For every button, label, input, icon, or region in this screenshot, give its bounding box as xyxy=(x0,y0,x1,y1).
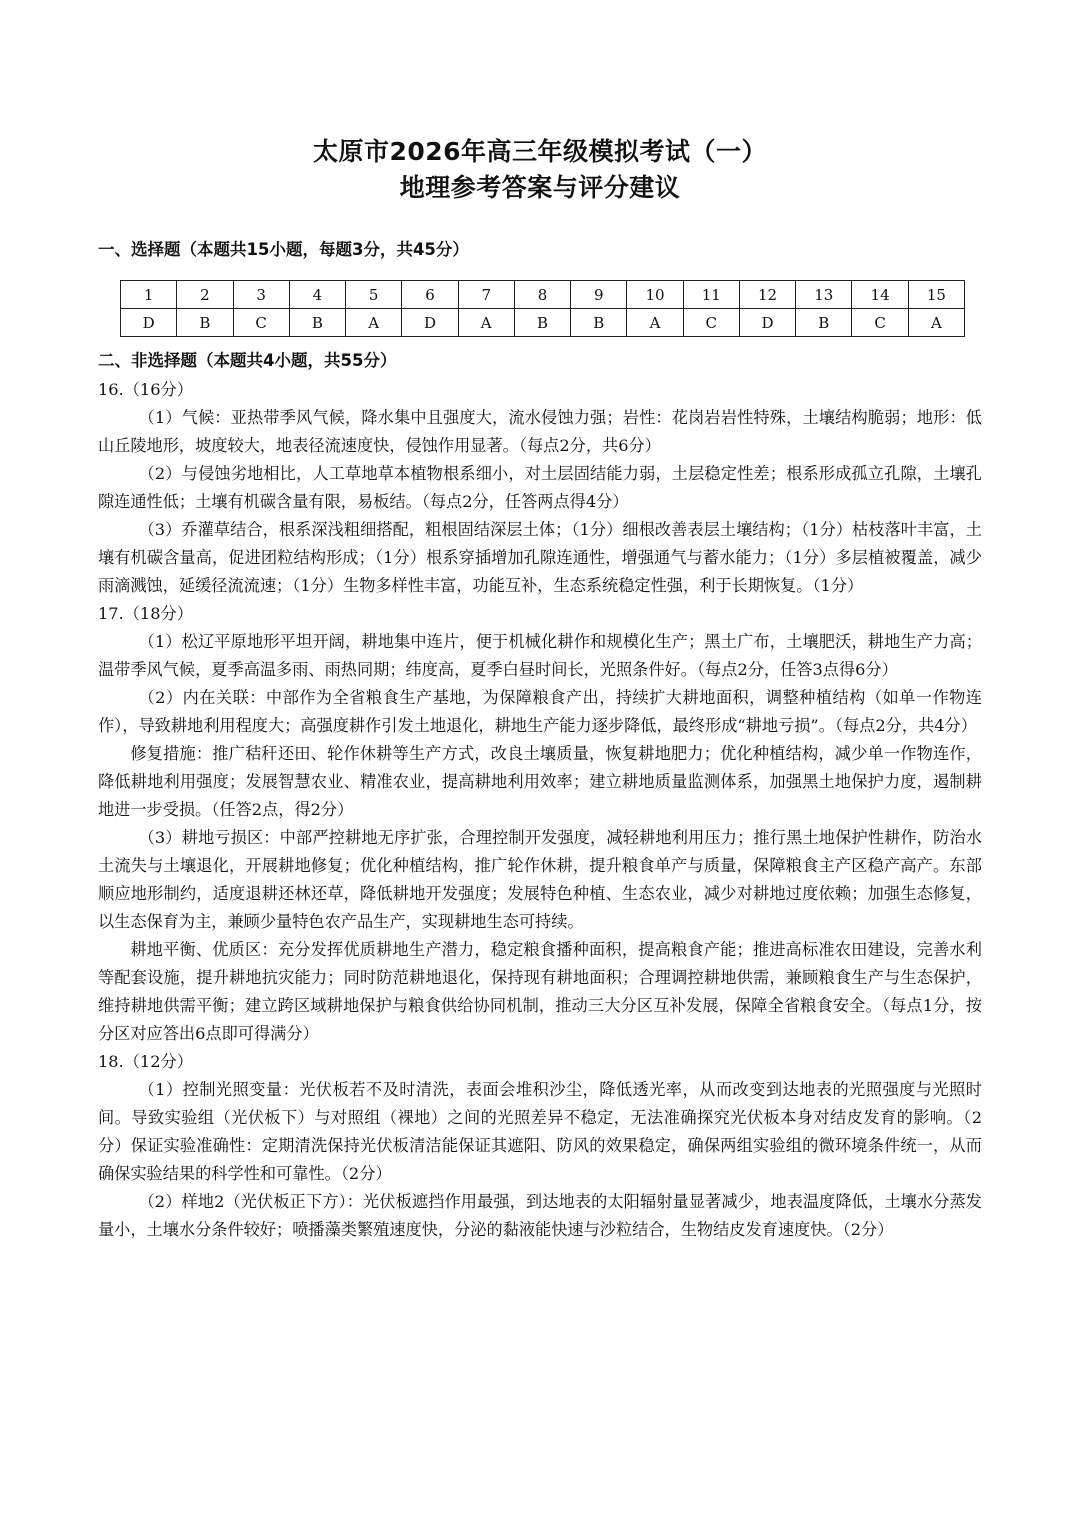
page-title: 太原市2026年高三年级模拟考试（一） xyxy=(312,137,768,166)
question-number: 4 xyxy=(289,281,345,309)
answer-paragraph: （2）与侵蚀劣地相比，人工草地草本植物根系细小，对土层固结能力弱，土层稳定性差；根系形成孤立孔隙，土壤孔隙连通性低；土壤有机碳含量有限，易板结。（每点2分，任答两点得4分） xyxy=(98,464,982,511)
answer-paragraph: （3）耕地亏损区：中部严控耕地无序扩张，合理控制开发强度，减轻耕地利用压力；推行黑土地保护性耕作，防治水土流失与土壤退化，开展耕地修复；优化种植结构，推广轮作休耕，提升粮食单产与质量，保障粮食主产区稳产高产。东部顺应地形制约，适度退耕还林还草，降低耕地开发强度；发展特色种植、生态农业，减少对耕地过度依赖；加强生态修复，以生态保育为主，兼顾少量特色农产品生产，实现耕地生态可持续。 xyxy=(98,828,982,931)
answer-cell: D xyxy=(402,309,458,337)
question-number: 13 xyxy=(796,281,852,309)
question-heading: 17.（18分） xyxy=(98,604,193,623)
answer-cell: B xyxy=(571,309,627,337)
question-number: 6 xyxy=(402,281,458,309)
question-number: 14 xyxy=(852,281,908,309)
question-heading: 16.（16分） xyxy=(98,380,193,399)
question-heading: 18.（12分） xyxy=(98,1052,193,1071)
answer-cell: A xyxy=(346,309,402,337)
section-2-heading: 二、非选择题（本题共4小题，共55分） xyxy=(98,351,397,370)
question-number: 15 xyxy=(908,281,964,309)
answer-paragraph: （1）控制光照变量：光伏板若不及时清洗，表面会堆积沙尘，降低透光率，从而改变到达地表的光照强度与光照时间。导致实验组（光伏板下）与对照组（裸地）之间的光照差异不稳定，无法准确探究光伏板本身对结皮发育的影响。（2分）保证实验准确性：定期清洗保持光伏板清洁能保证其遮阳、防风的效果稳定，确保两组实验组的微环境条件统一，从而确保实验结果的科学性和可靠性。（2分） xyxy=(98,1080,982,1183)
answer-cell: C xyxy=(683,309,739,337)
question-number: 10 xyxy=(627,281,683,309)
page-subtitle: 地理参考答案与评分建议 xyxy=(399,173,681,202)
section-2-body xyxy=(98,376,982,1244)
answer-table-answer-row xyxy=(121,309,965,337)
question-number: 1 xyxy=(121,281,177,309)
question-number: 8 xyxy=(514,281,570,309)
answer-paragraph: （2）样地2（光伏板正下方）：光伏板遮挡作用最强，到达地表的太阳辐射量显著减少，地表温度降低，土壤水分蒸发量小，土壤水分条件较好；喷播藻类繁殖速度快，分泌的黏液能快速与沙粒结合，生物结皮发育速度快。（2分） xyxy=(98,1192,982,1239)
question-number: 12 xyxy=(739,281,795,309)
answer-paragraph: （1）松辽平原地形平坦开阔，耕地集中连片，便于机械化耕作和规模化生产；黑土广布，土壤肥沃，耕地生产力高；温带季风气候，夏季高温多雨、雨热同期；纬度高，夏季白昼时间长，光照条件好。（每点2分，任答3点得6分） xyxy=(98,632,982,679)
answer-table xyxy=(120,280,965,337)
question-number: 7 xyxy=(458,281,514,309)
answer-cell: B xyxy=(289,309,345,337)
answer-cell: A xyxy=(908,309,964,337)
answer-cell: C xyxy=(233,309,289,337)
answer-paragraph: （1）气候：亚热带季风气候，降水集中且强度大，流水侵蚀力强；岩性：花岗岩岩性特殊，土壤结构脆弱；地形：低山丘陵地形，坡度较大，地表径流速度快，侵蚀作用显著。（每点2分，共6分） xyxy=(98,408,982,455)
question-number: 11 xyxy=(683,281,739,309)
answer-paragraph: 修复措施：推广秸秆还田、轮作休耕等生产方式，改良土壤质量，恢复耕地肥力；优化种植结构，减少单一作物连作，降低耕地利用强度；发展智慧农业、精准农业，提高耕地利用效率；建立耕地质量监测体系，加强黑土地保护力度，遏制耕地进一步受损。（任答2点，得2分） xyxy=(98,744,982,819)
answer-cell: D xyxy=(121,309,177,337)
answer-cell: B xyxy=(514,309,570,337)
answer-cell: B xyxy=(796,309,852,337)
answer-paragraph: （3）乔灌草结合，根系深浅粗细搭配，粗根固结深层土体；（1分）细根改善表层土壤结构；（1分）枯枝落叶丰富，土壤有机碳含量高，促进团粒结构形成；（1分）根系穿插增加孔隙连通性，增强通气与蓄水能力；（1分）多层植被覆盖，减少雨滴溅蚀，延缓径流流速；（1分）生物多样性丰富，功能互补，生态系统稳定性强，利于长期恢复。（1分） xyxy=(98,520,982,595)
question-number: 3 xyxy=(233,281,289,309)
answer-paragraph: 耕地平衡、优质区：充分发挥优质耕地生产潜力，稳定粮食播种面积，提高粮食产能；推进高标准农田建设，完善水利等配套设施，提升耕地抗灾能力；同时防范耕地退化，保持现有耕地面积；合理调控耕地供需，兼顾粮食生产与生态保护，维持耕地供需平衡；建立跨区域耕地保护与粮食供给协同机制，推动三大分区互补发展，保障全省粮食安全。（每点1分，按分区对应答出6点即可得满分） xyxy=(98,940,982,1043)
answer-cell: C xyxy=(852,309,908,337)
question-number: 5 xyxy=(346,281,402,309)
answer-cell: B xyxy=(177,309,233,337)
section-1-heading: 一、选择题（本题共15小题，每题3分，共45分） xyxy=(98,240,469,259)
question-number: 2 xyxy=(177,281,233,309)
answer-cell: D xyxy=(739,309,795,337)
answer-table-number-row xyxy=(121,281,965,309)
answer-paragraph: （2）内在关联：中部作为全省粮食生产基地，为保障粮食产出，持续扩大耕地面积，调整种植结构（如单一作物连作），导致耕地利用程度大；高强度耕作引发土地退化，耕地生产能力逐步降低，最终形成“耕地亏损”。（每点2分，共4分） xyxy=(98,688,982,735)
question-number: 9 xyxy=(571,281,627,309)
answer-cell: A xyxy=(627,309,683,337)
answer-cell: A xyxy=(458,309,514,337)
